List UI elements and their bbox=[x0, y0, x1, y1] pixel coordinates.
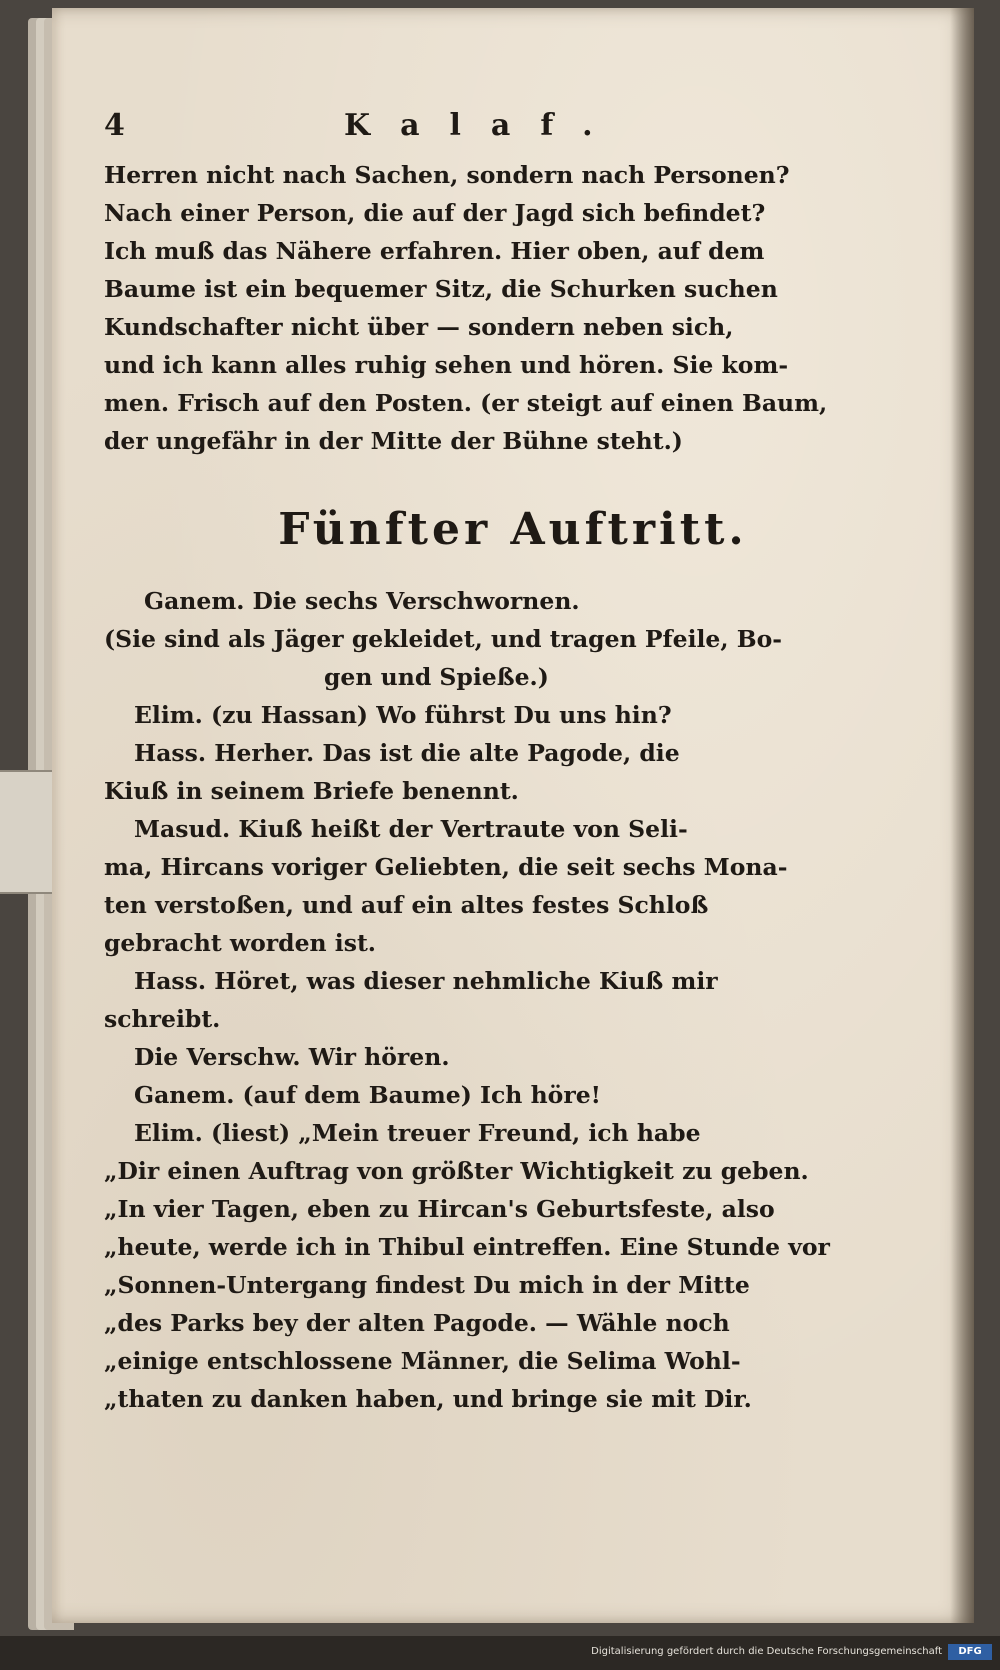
text-line: „In vier Tagen, eben zu Hircan's Geburtsfeste, also bbox=[104, 1195, 775, 1223]
scene-title: Fünfter Auftritt. bbox=[278, 504, 748, 555]
text-line: gebracht worden ist. bbox=[104, 929, 376, 957]
text-line: „einige entschlossene Männer, die Selima Wohl- bbox=[104, 1347, 741, 1375]
dfg-logo: DFG bbox=[948, 1644, 992, 1660]
text-line: „Dir einen Auftrag von größter Wichtigkeit zu geben. bbox=[104, 1157, 809, 1185]
text-line: „heute, werde ich in Thibul eintreffen. Eine Stunde vor bbox=[104, 1233, 830, 1261]
text-line: Baume ist ein bequemer Sitz, die Schurken suchen bbox=[104, 275, 778, 303]
text-line: Elim. (liest) „Mein treuer Freund, ich habe bbox=[134, 1119, 701, 1147]
text-line: gen und Spieße.) bbox=[324, 663, 549, 691]
text-line: und ich kann alles ruhig sehen und hören. Sie kom- bbox=[104, 351, 789, 379]
text-line: Hass. Herher. Das ist die alte Pagode, die bbox=[134, 739, 680, 767]
text-line: Ich muß das Nähere erfahren. Hier oben, auf dem bbox=[104, 237, 765, 265]
text-line: der ungefähr in der Mitte der Bühne steht.) bbox=[104, 427, 683, 455]
text-line: Kundschafter nicht über — sondern neben sich, bbox=[104, 313, 734, 341]
text-line: ten verstoßen, und auf ein altes festes Schloß bbox=[104, 891, 709, 919]
text-line: Elim. (zu Hassan) Wo führst Du uns hin? bbox=[134, 701, 672, 729]
text-line: (Sie sind als Jäger gekleidet, und tragen Pfeile, Bo- bbox=[104, 625, 783, 653]
text-line: Herren nicht nach Sachen, sondern nach Personen? bbox=[104, 161, 790, 189]
running-title: Kalaf. bbox=[344, 108, 623, 143]
text-line: ma, Hircans voriger Geliebten, die seit sechs Mona- bbox=[104, 853, 788, 881]
text-line: „des Parks bey der alten Pagode. — Wähle noch bbox=[104, 1309, 730, 1337]
funding-credit: Digitalisierung gefördert durch die Deutsche Forschungsgemeinschaft bbox=[591, 1646, 942, 1657]
text-line: Kiuß in seinem Briefe benennt. bbox=[104, 777, 519, 805]
book-page bbox=[52, 8, 974, 1623]
text-line: Nach einer Person, die auf der Jagd sich befindet? bbox=[104, 199, 766, 227]
text-line: Die Verschw. Wir hören. bbox=[134, 1043, 450, 1071]
page-header bbox=[104, 108, 804, 148]
text-line: Hass. Höret, was dieser nehmliche Kiuß mir bbox=[134, 967, 718, 995]
text-line: schreibt. bbox=[104, 1005, 221, 1033]
text-line: Masud. Kiuß heißt der Vertraute von Seli- bbox=[134, 815, 688, 843]
text-line: Ganem. Die sechs Verschwornen. bbox=[144, 587, 580, 615]
page-gutter-shadow bbox=[950, 8, 974, 1623]
text-line: „Sonnen-Untergang findest Du mich in der Mitte bbox=[104, 1271, 750, 1299]
digitization-footer bbox=[0, 1636, 1000, 1670]
page-number: 4 bbox=[104, 108, 125, 143]
text-line: men. Frisch auf den Posten. (er steigt auf einen Baum, bbox=[104, 389, 828, 417]
text-line: „thaten zu danken haben, und bringe sie mit Dir. bbox=[104, 1385, 752, 1413]
text-line: Ganem. (auf dem Baume) Ich höre! bbox=[134, 1081, 601, 1109]
